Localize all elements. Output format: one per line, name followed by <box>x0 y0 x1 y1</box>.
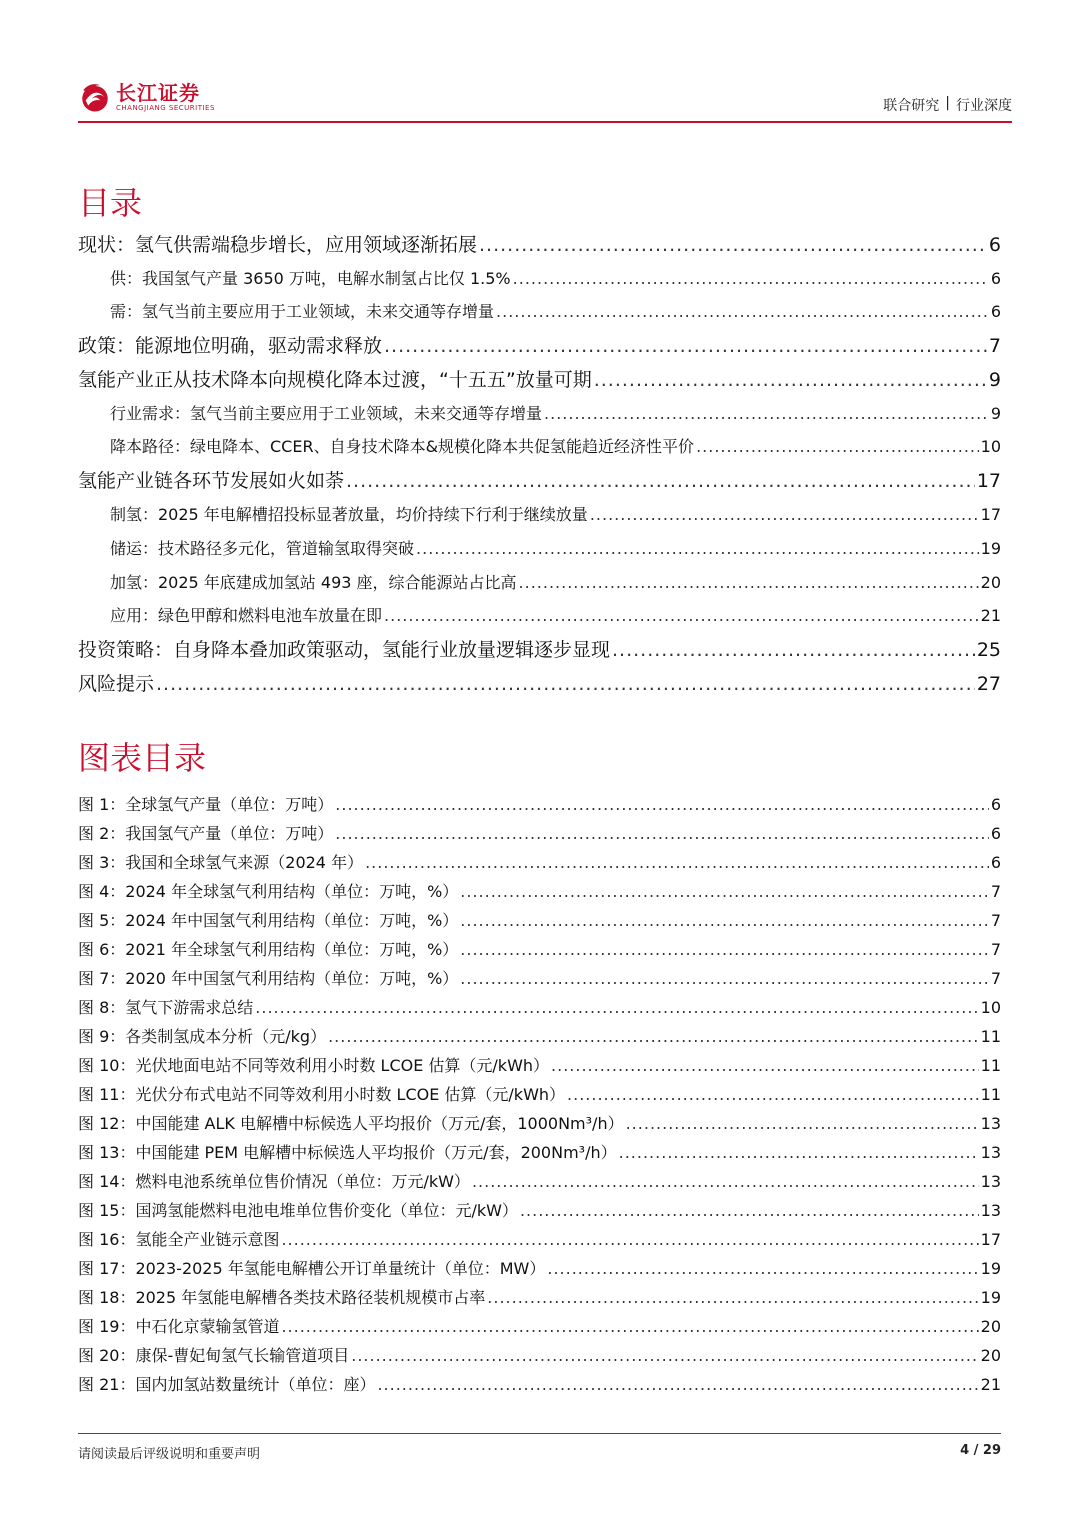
figure-leader-dots <box>487 1288 978 1307</box>
logo-chinese-name: 长江证券 <box>116 80 200 105</box>
toc-title: 目录 <box>78 184 143 222</box>
toc-page-number: 7 <box>988 335 1001 357</box>
toc-subentry[interactable] <box>78 266 1001 289</box>
toc-leader-dots <box>416 539 979 558</box>
toc-entry-label: 供：我国氢气产量 3650 万吨，电解水制氢占比仅 1.5% <box>110 269 511 288</box>
company-logo <box>78 76 215 118</box>
figure-entry[interactable] <box>78 1256 1001 1279</box>
figure-entry-label: 图 21：国内加氢站数量统计（单位：座） <box>78 1375 376 1394</box>
toc-subentry[interactable] <box>78 570 1001 593</box>
figure-entry[interactable] <box>78 908 1001 931</box>
toc-subentry[interactable] <box>78 401 1001 424</box>
toc-leader-dots <box>384 606 979 625</box>
figure-page-number: 6 <box>990 824 1001 843</box>
toc-page-number: 6 <box>988 234 1001 256</box>
toc-entry-label: 氢能产业正从技术降本向规模化降本过渡，“十五五”放量可期 <box>78 369 592 391</box>
toc-leader-dots <box>496 302 989 321</box>
figure-leader-dots <box>619 1143 979 1162</box>
figure-page-number: 20 <box>980 1346 1001 1365</box>
figure-entry-label: 图 11：光伏分布式电站不同等效利用小时数 LCOE 估算（元/kWh） <box>78 1085 566 1104</box>
figure-entry[interactable] <box>78 1227 1001 1250</box>
figure-page-number: 17 <box>980 1230 1001 1249</box>
toc-page-number: 21 <box>980 606 1001 625</box>
toc-subentry[interactable] <box>78 434 1001 457</box>
figure-page-number: 13 <box>980 1201 1001 1220</box>
toc-entry-label: 制氢：2025 年电解槽招投标显著放量，均价持续下行利于继续放量 <box>110 505 588 524</box>
header-divider <box>78 121 1012 123</box>
toc-entry-label: 加氢：2025 年底建成加氢站 493 座，综合能源站占比高 <box>110 573 517 592</box>
page-indicator: 4 / 29 <box>960 1443 1001 1458</box>
toc-entry-label: 风险提示 <box>78 673 155 695</box>
figure-entry[interactable] <box>78 850 1001 873</box>
figure-leader-dots <box>377 1375 978 1394</box>
toc-subentry[interactable] <box>78 502 1001 525</box>
figure-page-number: 7 <box>990 969 1001 988</box>
figure-entry-label: 图 17：2023-2025 年氢能电解槽公开订单量统计（单位：MW） <box>78 1259 546 1278</box>
page-header <box>78 74 1012 122</box>
toc-leader-dots <box>590 505 979 524</box>
figure-entry-label: 图 9：各类制氢成本分析（元/kg） <box>78 1027 327 1046</box>
toc-subentry[interactable] <box>78 603 1001 626</box>
figure-leader-dots <box>255 998 978 1017</box>
toc-leader-dots <box>346 470 975 492</box>
figure-leader-dots <box>547 1259 978 1278</box>
figure-leader-dots <box>460 882 989 901</box>
toc-entry-label: 储运：技术路径多元化，管道输氢取得突破 <box>110 539 415 558</box>
toc-page-number: 6 <box>990 302 1001 321</box>
toc-page-number: 25 <box>976 639 1001 661</box>
toc-entry-label: 投资策略：自身降本叠加政策驱动，氢能行业放量逻辑逐步显现 <box>78 639 611 661</box>
figure-page-number: 21 <box>980 1375 1001 1394</box>
toc-leader-dots <box>479 234 987 256</box>
figure-entry[interactable] <box>78 879 1001 902</box>
toc-subentry[interactable] <box>78 536 1001 559</box>
figure-entry[interactable] <box>78 1169 1001 1192</box>
figure-entry-label: 图 16：氢能全产业链示意图 <box>78 1230 280 1249</box>
figure-entry[interactable] <box>78 821 1001 844</box>
figure-page-number: 19 <box>980 1288 1001 1307</box>
figure-entry[interactable] <box>78 1372 1001 1395</box>
figure-leader-dots <box>551 1056 979 1075</box>
figure-leader-dots <box>460 940 989 959</box>
figure-entry[interactable] <box>78 1343 1001 1366</box>
figure-page-number: 13 <box>980 1172 1001 1191</box>
figure-entry-label: 图 12：中国能建 ALK 电解槽中标候选人平均报价（万元/套，1000Nm³/h） <box>78 1114 624 1133</box>
figure-entry-label: 图 1：全球氢气产量（单位：万吨） <box>78 795 334 814</box>
figure-entry-label: 图 14：燃料电池系统单位售价情况（单位：万元/kW） <box>78 1172 470 1191</box>
figure-page-number: 7 <box>990 882 1001 901</box>
figure-entry[interactable] <box>78 1082 1001 1105</box>
toc-leader-dots <box>544 404 989 423</box>
toc-leader-dots <box>384 335 987 357</box>
toc-entry-label: 现状：氢气供需端稳步增长，应用领域逐渐拓展 <box>78 234 478 256</box>
toc-leader-dots <box>156 673 975 695</box>
figure-leader-dots <box>335 824 989 843</box>
figure-entry[interactable] <box>78 1024 1001 1047</box>
figure-page-number: 6 <box>990 853 1001 872</box>
toc-page-number: 17 <box>976 470 1001 492</box>
footer-divider <box>78 1433 1001 1434</box>
figure-page-number: 7 <box>990 940 1001 959</box>
toc-page-number: 10 <box>980 437 1001 456</box>
header-separator: | <box>945 95 950 111</box>
toc-entry[interactable] <box>78 331 1001 358</box>
toc-entry[interactable] <box>78 466 1001 493</box>
toc-entry[interactable] <box>78 365 1001 392</box>
figure-leader-dots <box>460 969 989 988</box>
figure-page-number: 19 <box>980 1259 1001 1278</box>
figure-entry[interactable] <box>78 1198 1001 1221</box>
toc-entry-label: 政策：能源地位明确，驱动需求释放 <box>78 335 383 357</box>
figure-entry[interactable] <box>78 1053 1001 1076</box>
figure-leader-dots <box>567 1085 979 1104</box>
figure-entry[interactable] <box>78 1314 1001 1337</box>
figure-leader-dots <box>365 853 989 872</box>
figure-entry-label: 图 3：我国和全球氢气来源（2024 年） <box>78 853 364 872</box>
toc-entry-label: 行业需求：氢气当前主要应用于工业领域，未来交通等存增量 <box>110 404 543 423</box>
figure-list-title: 图表目录 <box>78 739 207 777</box>
toc-entry[interactable] <box>78 635 1001 662</box>
figure-entry-label: 图 15：国鸿氢能燃料电池电堆单位售价变化（单位：元/kW） <box>78 1201 518 1220</box>
figure-entry[interactable] <box>78 937 1001 960</box>
figure-entry-label: 图 8：氢气下游需求总结 <box>78 998 254 1017</box>
report-tag-industry-depth: 行业深度 <box>956 98 1012 114</box>
figure-entry-label: 图 2：我国氢气产量（单位：万吨） <box>78 824 334 843</box>
figure-page-number: 7 <box>990 911 1001 930</box>
figure-entry-label: 图 18：2025 年氢能电解槽各类技术路径装机规模市占率 <box>78 1288 486 1307</box>
toc-page-number: 27 <box>976 673 1001 695</box>
figure-page-number: 20 <box>980 1317 1001 1336</box>
toc-entry-label: 需：氢气当前主要应用于工业领域，未来交通等存增量 <box>110 302 495 321</box>
toc-page-number: 9 <box>988 369 1001 391</box>
figure-entry-label: 图 7：2020 年中国氢气利用结构（单位：万吨，%） <box>78 969 459 988</box>
toc-entry-label: 应用：绿色甲醇和燃料电池车放量在即 <box>110 606 383 625</box>
figure-page-number: 11 <box>980 1027 1001 1046</box>
toc-leader-dots <box>519 573 979 592</box>
toc-entry[interactable] <box>78 669 1001 696</box>
figure-entry-label: 图 20：康保-曹妃甸氢气长输管道项目 <box>78 1346 350 1365</box>
figure-leader-dots <box>335 795 989 814</box>
figure-page-number: 6 <box>990 795 1001 814</box>
toc-entry-label: 氢能产业链各环节发展如火如荼 <box>78 470 345 492</box>
toc-subentry[interactable] <box>78 299 1001 322</box>
toc-entry-label: 降本路径：绿电降本、CCER、自身技术降本&规模化降本共促氢能趋近经济性平价 <box>110 437 695 456</box>
figure-leader-dots <box>351 1346 978 1365</box>
figure-entry-label: 图 10：光伏地面电站不同等效利用小时数 LCOE 估算（元/kWh） <box>78 1056 550 1075</box>
figure-entry-label: 图 6：2021 年全球氢气利用结构（单位：万吨，%） <box>78 940 459 959</box>
figure-entry[interactable] <box>78 995 1001 1018</box>
toc-page-number: 17 <box>980 505 1001 524</box>
figure-leader-dots <box>626 1114 979 1133</box>
toc-page-number: 6 <box>990 269 1001 288</box>
figure-leader-dots <box>328 1027 979 1046</box>
figure-entry[interactable] <box>78 966 1001 989</box>
figure-entry-label: 图 13：中国能建 PEM 电解槽中标候选人平均报价（万元/套，200Nm³/h） <box>78 1143 617 1162</box>
toc-page-number: 20 <box>980 573 1001 592</box>
footer-disclaimer: 请阅读最后评级说明和重要声明 <box>78 1447 261 1462</box>
toc-leader-dots <box>594 369 987 391</box>
figure-entry-label: 图 4：2024 年全球氢气利用结构（单位：万吨，%） <box>78 882 459 901</box>
figure-entry-label: 图 19：中石化京蒙输氢管道 <box>78 1317 280 1336</box>
figure-entry[interactable] <box>78 1111 1001 1134</box>
figure-entry[interactable] <box>78 1140 1001 1163</box>
dragon-logo-icon <box>78 80 112 114</box>
figure-entry-label: 图 5：2024 年中国氢气利用结构（单位：万吨，%） <box>78 911 459 930</box>
figure-page-number: 13 <box>980 1114 1001 1133</box>
figure-entry[interactable] <box>78 1285 1001 1308</box>
toc-page-number: 9 <box>990 404 1001 423</box>
figure-page-number: 11 <box>980 1085 1001 1104</box>
figure-leader-dots <box>520 1201 979 1220</box>
logo-english-name: CHANGJIANG SECURITIES <box>116 103 215 112</box>
figure-leader-dots <box>460 911 989 930</box>
figure-leader-dots <box>472 1172 979 1191</box>
figure-page-number: 10 <box>980 998 1001 1017</box>
toc-entry[interactable] <box>78 230 1001 257</box>
toc-leader-dots <box>612 639 975 661</box>
figure-leader-dots <box>281 1230 978 1249</box>
figure-leader-dots <box>281 1317 978 1336</box>
figure-entry[interactable] <box>78 792 1001 815</box>
report-tag-joint-research: 联合研究 <box>883 98 940 114</box>
figure-page-number: 11 <box>980 1056 1001 1075</box>
toc-leader-dots <box>696 437 979 456</box>
figure-page-number: 13 <box>980 1143 1001 1162</box>
toc-page-number: 19 <box>980 539 1001 558</box>
toc-leader-dots <box>513 269 989 288</box>
report-type-tags <box>883 95 1012 115</box>
